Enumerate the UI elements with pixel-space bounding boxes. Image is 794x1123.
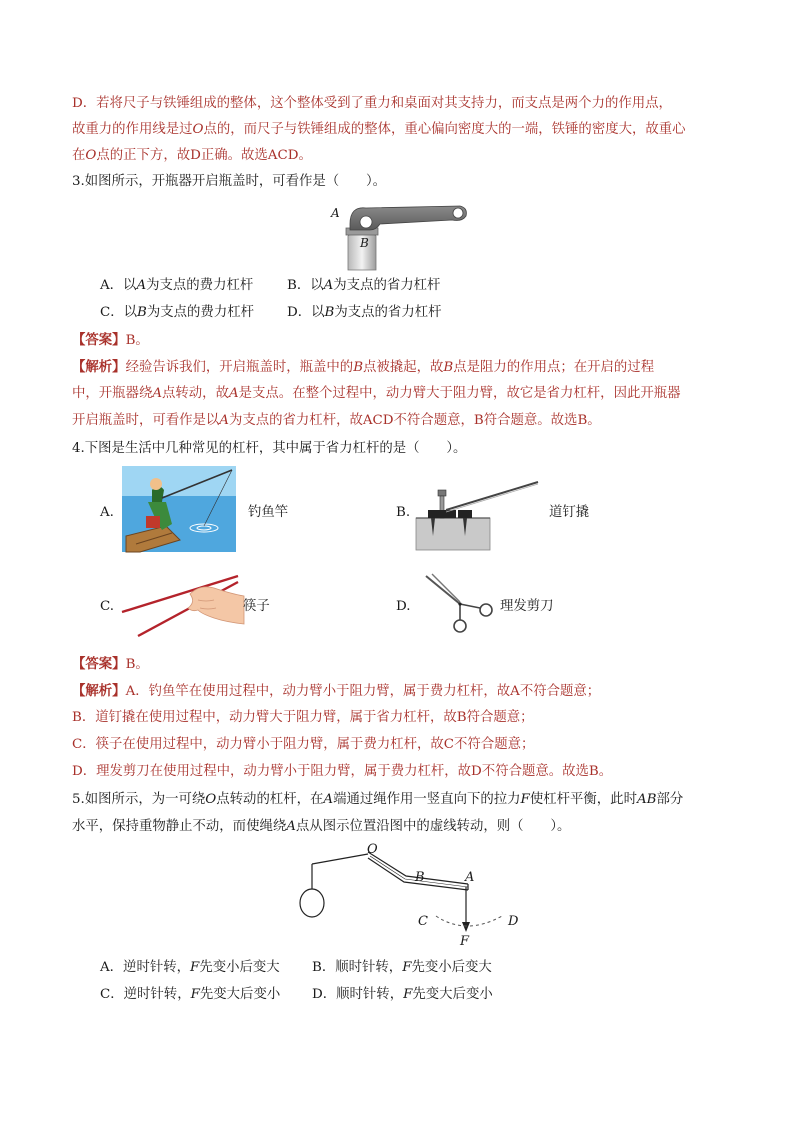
q5-figure-label-a: A <box>465 870 475 885</box>
q5-option-d: D．顺时针转，F先变大后变小 <box>312 987 493 1002</box>
q4-letter-a: A. <box>100 505 114 520</box>
q5-figure-label-d: D <box>508 914 519 929</box>
q3-analysis-line-2: 中，开瓶器绕A点转动，故A是支点。在整个过程中，动力臂大于阻力臂，故它是省力杠杆，因此开瓶器 <box>72 386 681 401</box>
q4-label-c: 筷子 <box>243 599 270 614</box>
hair-scissors-image <box>424 574 494 634</box>
q2-option-d-line-1: D．若将尺子与铁锤组成的整体，这个整体受到了重力和桌面对其支持力，而支点是两个力的作用点， <box>72 96 672 111</box>
q5-figure-label-f: F <box>460 934 470 949</box>
q3-analysis-line-1: 【解析】经验告诉我们，开启瓶盖时，瓶盖中的B点被撬起，故B点是阻力的作用点；在开启的过程 <box>72 359 655 375</box>
fishing-rod-image <box>122 466 236 552</box>
q4-answer: 【答案】B。 <box>72 656 149 672</box>
q4-analysis-line-2: B．道钉撬在使用过程中，动力臂大于阻力臂，属于省力杠杆，故B符合题意； <box>72 710 534 725</box>
lever-diagram <box>296 846 526 956</box>
q3-option-a: A．以A为支点的费力杠杆 <box>100 278 254 293</box>
q5-figure-label-b: B <box>415 870 425 885</box>
q3-stem: 3.如图所示，开瓶器开启瓶盖时，可看作是（ ）。 <box>72 174 387 189</box>
q3-option-b: B．以A为支点的省力杠杆 <box>287 278 441 293</box>
q3-option-d: D．以B为支点的省力杠杆 <box>287 305 442 320</box>
q5-option-c: C．逆时针转，F先变大后变小 <box>100 987 281 1002</box>
q2-option-d-line-3: 在O点的正下方，故D正确。故选ACD。 <box>72 148 312 163</box>
q2-option-d-line-2: 故重力的作用线是过O点的，而尺子与铁锤组成的整体，重心偏向密度大的一端，铁锤的密度大，故重心 <box>72 122 686 137</box>
chopsticks-image <box>120 570 244 640</box>
q3-analysis-line-3: 开启瓶盖时，可看作是以A为支点的省力杠杆，故ACD不符合题意，B符合题意。故选B。 <box>72 413 601 428</box>
q4-letter-c: C. <box>100 599 115 614</box>
q4-analysis-line-4: D．理发剪刀在使用过程中，动力臂小于阻力臂，属于费力杠杆，故D不符合题意。故选B。 <box>72 764 613 779</box>
q5-figure-label-c: C <box>418 914 428 929</box>
q4-analysis-line-1: 【解析】A．钓鱼竿在使用过程中，动力臂小于阻力臂，属于费力杠杆，故A不符合题意； <box>72 683 601 699</box>
q5-option-b: B．顺时针转，F先变小后变大 <box>312 960 492 975</box>
q3-figure-label-a: A <box>331 206 340 220</box>
q4-stem: 4.下图是生活中几种常见的杠杆，其中属于省力杠杆的是（ ）。 <box>72 441 467 456</box>
spike-pry-bar-image <box>416 480 540 550</box>
q5-stem-line-2: 水平，保持重物静止不动，而使绳绕A点从图示位置沿图中的虚线转动，则（ ）。 <box>72 819 571 834</box>
q4-letter-d: D. <box>396 599 411 614</box>
q5-option-a: A．逆时针转，F先变小后变大 <box>100 960 280 975</box>
q5-stem-line-1: 5.如图所示，为一可绕O点转动的杠杆，在A端通过绳作用一竖直向下的拉力F使杠杆平衡，此时AB部分 <box>72 792 684 807</box>
q4-label-b: 道钉撬 <box>549 505 590 520</box>
q4-letter-b: B. <box>396 505 411 520</box>
q5-figure-label-o: O <box>367 842 378 857</box>
q4-label-a: 钓鱼竿 <box>248 505 289 520</box>
q3-figure-label-b: B <box>360 236 369 250</box>
q3-answer: 【答案】B。 <box>72 332 149 348</box>
q4-analysis-line-3: C．筷子在使用过程中，动力臂小于阻力臂，属于费力杠杆，故C不符合题意； <box>72 737 535 752</box>
q3-option-c: C．以B为支点的费力杠杆 <box>100 305 254 320</box>
q4-label-d: 理发剪刀 <box>500 599 554 614</box>
